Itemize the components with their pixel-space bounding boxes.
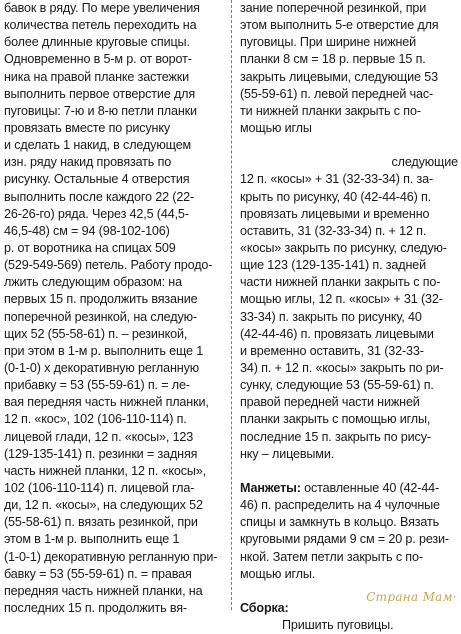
column-divider bbox=[231, 0, 232, 610]
text-line: планки закрыть с помощью иглы, bbox=[240, 412, 431, 427]
text-line: бавок в ряду. По мере увеличения bbox=[4, 1, 200, 15]
text-line: оставить, 31 (32-33-34) п. + 12 п. bbox=[240, 223, 427, 238]
text-line: 12 п. «кос», 102 (106-110-114) п. bbox=[4, 412, 187, 427]
text-line: 102 (106-110-114) п. лицевой гла- bbox=[4, 480, 195, 495]
spacer bbox=[240, 137, 458, 154]
cuffs-line: спицы и замкнуть в кольцо. Вязать bbox=[240, 515, 439, 530]
text-line: 26-26-го) ряда. Через 42,5 (44,5- bbox=[4, 206, 189, 221]
watermark-text: Страна Мам bbox=[366, 590, 453, 604]
text-line: крыть по рисунку, 40 (42-44-46) п. bbox=[240, 189, 432, 204]
text-line: нку – лицевыми. bbox=[240, 446, 335, 461]
right-text-column bbox=[240, 0, 458, 634]
text-line: изн. ряду накид провязать по bbox=[4, 155, 172, 170]
text-line: ди, 12 п. «косы», на следующих 52 bbox=[4, 498, 203, 513]
text-line: (0-1-0) х декоративную регланную bbox=[4, 360, 200, 375]
assembly-text: Пришить пуговицы. bbox=[282, 618, 394, 633]
text-line: бавку = 53 (55-59-61) п. = правая bbox=[4, 566, 192, 581]
text-line: планки 8 см = 18 р. первые 15 п. bbox=[240, 52, 426, 67]
text-line: 34) п. + 12 п. «косы» закрыть по ри- bbox=[240, 360, 444, 375]
text-line: этом в 1-м р. выполнить еще 1 bbox=[4, 532, 180, 547]
text-line: мощью иглы bbox=[240, 120, 312, 135]
text-line: сунку, следующие 53 (55-59-61) п. bbox=[240, 378, 434, 393]
cuffs-line: мощью иглы. bbox=[240, 566, 316, 581]
text-line: Одновременно в 5-м р. от ворот- bbox=[4, 52, 192, 67]
text-line: пуговицы. При ширине нижней bbox=[240, 35, 417, 50]
text-line-sub: следующие bbox=[391, 155, 458, 170]
text-line: (55-59-61) п. левой передней час- bbox=[240, 86, 434, 101]
text-line: вая передняя часть нижней планки, bbox=[4, 395, 209, 410]
text-line: (129-135-141) п. резинки = задняя bbox=[4, 446, 198, 461]
text-line: и сделать 1 накид, в следующем bbox=[4, 138, 192, 153]
text-line: ника на правой планке застежки bbox=[4, 69, 189, 84]
left-text-column bbox=[4, 0, 222, 617]
text-line: и временно оставить, 31 (32-33- bbox=[240, 343, 424, 358]
text-line: правой передней части нижней bbox=[240, 395, 420, 410]
cuffs-heading: Манжеты: bbox=[240, 480, 301, 495]
text-line: (42-44-46) п. провязать лицевыми bbox=[240, 326, 434, 341]
text-line: «косы» закрыть по рисунку, следую- bbox=[240, 240, 447, 255]
text-line: при этом в 1-м р. выполнить еще 1 bbox=[4, 343, 204, 358]
text-line: поперечной резинкой, на следую- bbox=[4, 309, 197, 324]
text-line: последних 15 п. продолжить вя- bbox=[4, 600, 187, 615]
text-line: пуговицы: 7-ю и 8-ю петли планки bbox=[4, 103, 197, 118]
text-line: выполнить первое отверстие для bbox=[4, 86, 196, 101]
text-line: 12 п. «косы» + 31 (32-33-34) п. за- bbox=[240, 172, 434, 187]
text-line: провязать лицевыми и временно bbox=[240, 206, 430, 221]
text-line: зание поперечной резинкой, при bbox=[240, 1, 427, 15]
text-line: щих 52 (55-58-61) п. – резинкой, bbox=[4, 326, 188, 341]
text-line: закрыть лицевыми, следующие 53 bbox=[240, 69, 438, 84]
cuffs-line: нкой. Затем петли закрыть с по- bbox=[240, 549, 423, 564]
text-line: (55-58-61) п. вязать резинкой, при bbox=[4, 515, 198, 530]
text-line: (529-549-569) петель. Работу продо- bbox=[4, 258, 213, 273]
text-line: щие 123 (129-135-141) п. задней bbox=[240, 258, 427, 273]
text-line: последние 15 п. закрыть по рису- bbox=[240, 429, 431, 444]
text-line: 46,5-48) см = 94 (98-102-106) bbox=[4, 223, 170, 238]
text-line: более длинные круговые спицы. bbox=[4, 35, 190, 50]
assembly-heading: Сборка: bbox=[240, 600, 289, 615]
watermark-dot: · bbox=[452, 590, 457, 604]
cuffs-first-line bbox=[240, 480, 458, 497]
text-line: р. от воротника на спицах 509 bbox=[4, 240, 176, 255]
text-line: первых 15 п. продолжить вязание bbox=[4, 292, 198, 307]
text-line: провязать вместе по рисунку bbox=[4, 120, 170, 135]
text-line: этом выполнить 5-е отверстие для bbox=[240, 18, 439, 33]
text-line: мощью иглы, 12 п. «косы» + 31 (32- bbox=[240, 292, 443, 307]
text-line: (1-0-1) декоративную регланную при- bbox=[4, 549, 218, 564]
cuffs-line: круговыми рядами 9 см = 20 р. рези- bbox=[240, 532, 449, 547]
cuffs-line: 46) п. распределить на 4 чулочные bbox=[240, 498, 440, 513]
text-line: лицевой глади, 12 п. «косы», 123 bbox=[4, 429, 194, 444]
text-line: прибавку = 53 (55-59-61) п. = ле- bbox=[4, 378, 190, 393]
text-line: передняя часть нижней планки, на bbox=[4, 583, 203, 598]
text-line: лжить следующим образом: на bbox=[4, 275, 182, 290]
cuffs-first-line-text: оставленные 40 (42-44- bbox=[300, 480, 440, 495]
text-line: рисунку. Остальные 4 отверстия bbox=[4, 172, 190, 187]
spacer bbox=[240, 463, 458, 480]
text-line: часть нижней планки, 12 п. «косы», bbox=[4, 463, 207, 478]
text-line: части нижней планки закрыть с по- bbox=[240, 275, 441, 290]
text-line: количества петель переходить на bbox=[4, 18, 197, 33]
text-line: ти нижней планки закрыть с по- bbox=[240, 103, 421, 118]
text-line: 33-34) п. закрыть по рисунку, 40 bbox=[240, 309, 422, 324]
text-line: выполнить после каждого 22 (22- bbox=[4, 189, 195, 204]
watermark-logo bbox=[366, 590, 457, 604]
